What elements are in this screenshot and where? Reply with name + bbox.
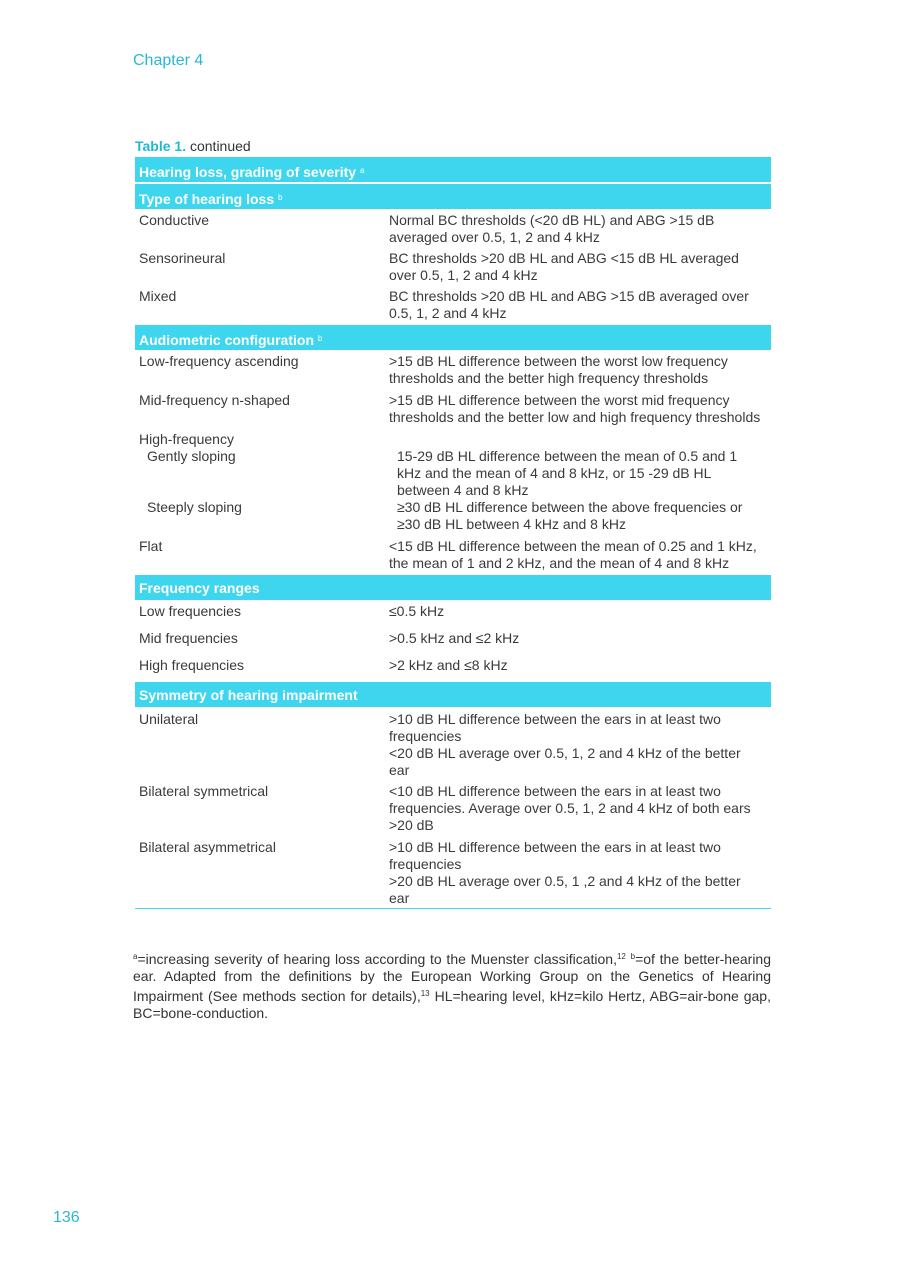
table-row: Bilateral asymmetrical >10 dB HL difference between the ears in at least two frequencies >20 dB HL average over 0.5, 1 ,2 and 4 kHz of the better ear: [139, 839, 741, 906]
table-row: Unilateral >10 dB HL difference between the ears in at least two frequencies <20 dB HL average over 0.5, 1, 2 and 4 kHz of the better ear: [139, 711, 741, 778]
chapter-heading: Chapter 4: [133, 52, 204, 69]
table-row: Low-frequency ascending >15 dB HL difference between the worst low frequency thresholds and the better high frequency thresholds: [139, 353, 728, 386]
table-bottom-rule: [135, 908, 771, 909]
table-row: High frequencies >2 kHz and ≤8 kHz: [139, 657, 508, 673]
table-row: Mid-frequency n-shaped >15 dB HL difference between the worst mid frequency thresholds and the better low and high frequency thresholds: [139, 392, 761, 425]
table-row: Mid frequencies >0.5 kHz and ≤2 kHz: [139, 630, 520, 646]
table-row: High-frequency: [139, 431, 234, 447]
section-config: Audiometric configuration $^b$: [135, 325, 771, 350]
page-number: 136: [53, 1209, 80, 1226]
section-symmetry: Symmetry of hearing impairment: [135, 682, 771, 707]
table-row: Flat <15 dB HL difference between the mean of 0.25 and 1 kHz, the mean of 1 and 2 kHz, and the mean of 4 and 8 kHz: [139, 538, 757, 571]
table-row: Steeply sloping ≥30 dB HL difference between the above frequencies or ≥30 dB HL between 4 kHz and 8 kHz: [147, 499, 743, 532]
section-frequency: Frequency ranges: [135, 575, 771, 600]
table-row: Bilateral symmetrical <10 dB HL difference between the ears in at least two frequencies. Average over 0.5, 1, 2 and 4 kHz of both ears >20 dB: [139, 783, 751, 833]
table-row: Sensorineural BC thresholds >20 dB HL and ABG <15 dB HL averaged over 0.5, 1, 2 and 4 kHz: [139, 250, 739, 283]
table-row: Low frequencies ≤0.5 kHz: [139, 603, 445, 619]
table-caption-text: continued: [186, 138, 251, 154]
table-caption: [135, 138, 771, 154]
table-row: Gently sloping 15-29 dB HL difference between the mean of 0.5 and 1 kHz and the mean of 4 and 8 kHz, or 15 -29 dB HL between 4 and 8 kHz: [147, 448, 738, 498]
section-type: Type of hearing loss $^b$: [135, 184, 771, 209]
table-footnote: $^a$=increasing severity of hearing loss according to the Muenster classification,$^{12}$ $^b$=of the better-hearing ear. Adapted from the definitions by the European Working Group on the Genetics of Hearing Impairment (See methods section for details),$^{13}$ HL=hearing level, kHz=kilo Hertz, ABG=air-bone gap, BC=bone-conduction.: [133, 951, 771, 1021]
table-label: Table 1.: [135, 138, 187, 154]
table-row: Mixed BC thresholds >20 dB HL and ABG >15 dB averaged over 0.5, 1, 2 and 4 kHz: [139, 288, 749, 321]
section-severity: Hearing loss, grading of severity $^a$: [135, 157, 771, 182]
table-row: Conductive Normal BC thresholds (<20 dB HL) and ABG >15 dB averaged over 0.5, 1, 2 and 4 kHz: [139, 212, 715, 245]
definitions-table: [135, 138, 771, 909]
